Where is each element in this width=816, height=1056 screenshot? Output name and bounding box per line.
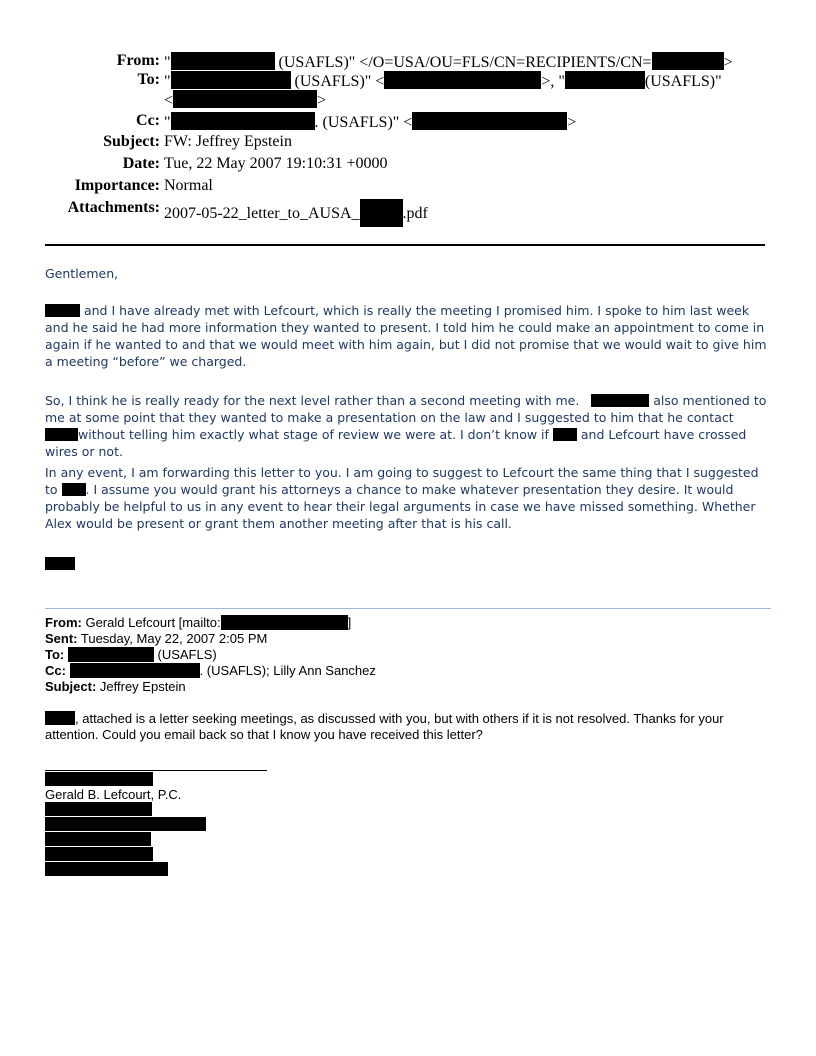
to-cont-close: > — [317, 92, 327, 109]
redaction-box — [45, 711, 75, 725]
header-subject-value: FW: Jeffrey Epstein — [164, 133, 292, 150]
signature-redaction — [45, 832, 151, 846]
original-message-header — [45, 615, 770, 695]
orig-to-row — [45, 647, 770, 663]
to-quote: " — [164, 73, 171, 90]
paragraph-2-text-d: and Lefcourt have crossed wires or not. — [45, 427, 747, 459]
redaction-box — [45, 304, 80, 317]
to-text-2: >, " — [541, 73, 565, 90]
header-to-value — [164, 71, 722, 91]
header-divider — [45, 244, 765, 246]
body-greeting — [45, 265, 770, 282]
header-subject-row — [0, 133, 816, 152]
redaction-box — [62, 483, 86, 496]
body-paragraph-3 — [45, 464, 770, 532]
redaction-box — [553, 428, 577, 441]
header-date-row — [0, 155, 816, 174]
header-importance-row — [0, 177, 816, 196]
header-from-row — [0, 52, 816, 71]
paragraph-2-text-c: without telling him exactly what stage of review we were at. I don’t know if — [78, 427, 553, 442]
greeting-text: Gentlemen, — [45, 266, 119, 281]
to-text: (USAFLS)" < — [290, 73, 385, 90]
orig-subject-row — [45, 679, 770, 695]
paragraph-1-text: and I have already met with Lefcourt, which is really the meeting I promised him. I spoke to him last week and he said he had more information they wanted to present. I told him he could make an appointment to come in again if he wanted to and that we would meet with him again, but I did not promise that we would wait to give him a meeting “before” we charged. — [45, 303, 767, 369]
header-cc-value — [164, 112, 576, 132]
orig-from-label: From: — [45, 615, 82, 630]
orig-from-value: Gerald Lefcourt [mailto: — [81, 615, 221, 630]
redaction-box — [565, 71, 645, 89]
redaction-box — [171, 52, 275, 70]
signature-redaction — [45, 772, 153, 786]
to-text-3: (USAFLS)" — [644, 73, 722, 90]
header-cc-label: Cc: — [136, 112, 160, 129]
orig-sent-label: Sent: — [45, 631, 78, 646]
redaction-box — [70, 663, 200, 678]
signature-redaction — [45, 557, 75, 570]
orig-subject-label: Subject: — [45, 679, 97, 694]
from-address: (USAFLS)" </O=USA/OU=FLS/CN=RECIPIENTS/CN= — [274, 54, 652, 71]
forwarded-separator — [45, 608, 771, 609]
redaction-box — [45, 428, 78, 441]
header-importance-value: Normal — [164, 177, 213, 194]
redaction-box — [221, 615, 348, 630]
to-continuation — [164, 90, 326, 110]
orig-subject-value: Jeffrey Epstein — [96, 679, 186, 694]
body-paragraph-2 — [45, 392, 770, 460]
paragraph-3-text-a: In any event, I am forwarding this letter to you. I am going to suggest to Lefcourt the same thing that I suggested to — [45, 465, 759, 497]
body-paragraph-1 — [45, 302, 770, 370]
cc-quote: " — [164, 114, 171, 131]
paragraph-3-text-b: . I assume you would grant his attorneys a chance to make whatever presentation they desire. It would probably be helpful to us in any event to hear their legal arguments in case we have missed something. Whether Alex would be present or grant them another meeting after that is his call. — [45, 482, 756, 531]
from-quote: " — [164, 54, 171, 71]
orig-cc-row — [45, 663, 770, 679]
orig-sent-row — [45, 631, 770, 647]
header-attachments-row — [0, 199, 816, 222]
original-message-body — [45, 711, 775, 743]
header-to-label: To: — [137, 71, 160, 88]
redaction-box — [360, 199, 403, 227]
attachment-filename[interactable] — [164, 199, 428, 227]
header-to-continuation — [0, 90, 816, 109]
header-subject-label: Subject: — [103, 133, 160, 150]
header-cc-row — [0, 112, 816, 131]
redaction-box — [384, 71, 541, 89]
signature-firm-name: Gerald B. Lefcourt, P.C. — [45, 787, 182, 802]
signature-redaction — [45, 847, 153, 861]
paragraph-2-text-b: also mentioned to me at some point that they wanted to make a presentation on the law and I suggested to him that he contact — [45, 393, 767, 425]
orig-cc-label: Cc: — [45, 663, 66, 678]
attachment-name-start: 2007-05-22_letter_to_AUSA_ — [164, 205, 360, 222]
cc-text: . (USAFLS)" < — [314, 114, 413, 131]
header-date-value: Tue, 22 May 2007 19:10:31 +0000 — [164, 155, 388, 172]
header-from-label: From: — [116, 52, 160, 69]
orig-to-label: To: — [45, 647, 65, 662]
orig-from-end: ] — [347, 615, 352, 630]
signature-line — [45, 770, 267, 771]
orig-from-row — [45, 615, 770, 631]
redaction-box — [591, 394, 649, 407]
header-from-value — [164, 52, 733, 72]
header-attachments-label: Attachments: — [67, 199, 160, 216]
header-importance-label: Importance: — [74, 177, 160, 194]
orig-cc-value: . (USAFLS); Lilly Ann Sanchez — [199, 663, 376, 678]
redaction-box — [68, 647, 154, 662]
signature-redaction — [45, 862, 168, 876]
email-header — [0, 52, 816, 222]
signature-redaction — [45, 817, 206, 831]
orig-to-value: (USAFLS) — [153, 647, 217, 662]
signature-redaction — [45, 802, 152, 816]
header-date-label: Date: — [122, 155, 160, 172]
from-end: > — [723, 54, 733, 71]
to-cont-open: < — [164, 92, 174, 109]
cc-end: > — [567, 114, 577, 131]
redaction-box — [412, 112, 567, 130]
redaction-box — [173, 90, 317, 108]
orig-sent-value: Tuesday, May 22, 2007 2:05 PM — [77, 631, 268, 646]
redaction-box — [171, 112, 315, 130]
header-to-row — [0, 71, 816, 90]
paragraph-2-text-a: So, I think he is really ready for the next level rather than a second meeting with me. — [45, 393, 580, 408]
redaction-box — [652, 52, 724, 70]
attachment-extension: .pdf — [402, 205, 428, 222]
redaction-box — [171, 71, 291, 89]
original-message-text: , attached is a letter seeking meetings, as discussed with you, but with others if it is not resolved. Thanks for your attention. Could you email back so that I know you have received this letter? — [45, 711, 724, 742]
